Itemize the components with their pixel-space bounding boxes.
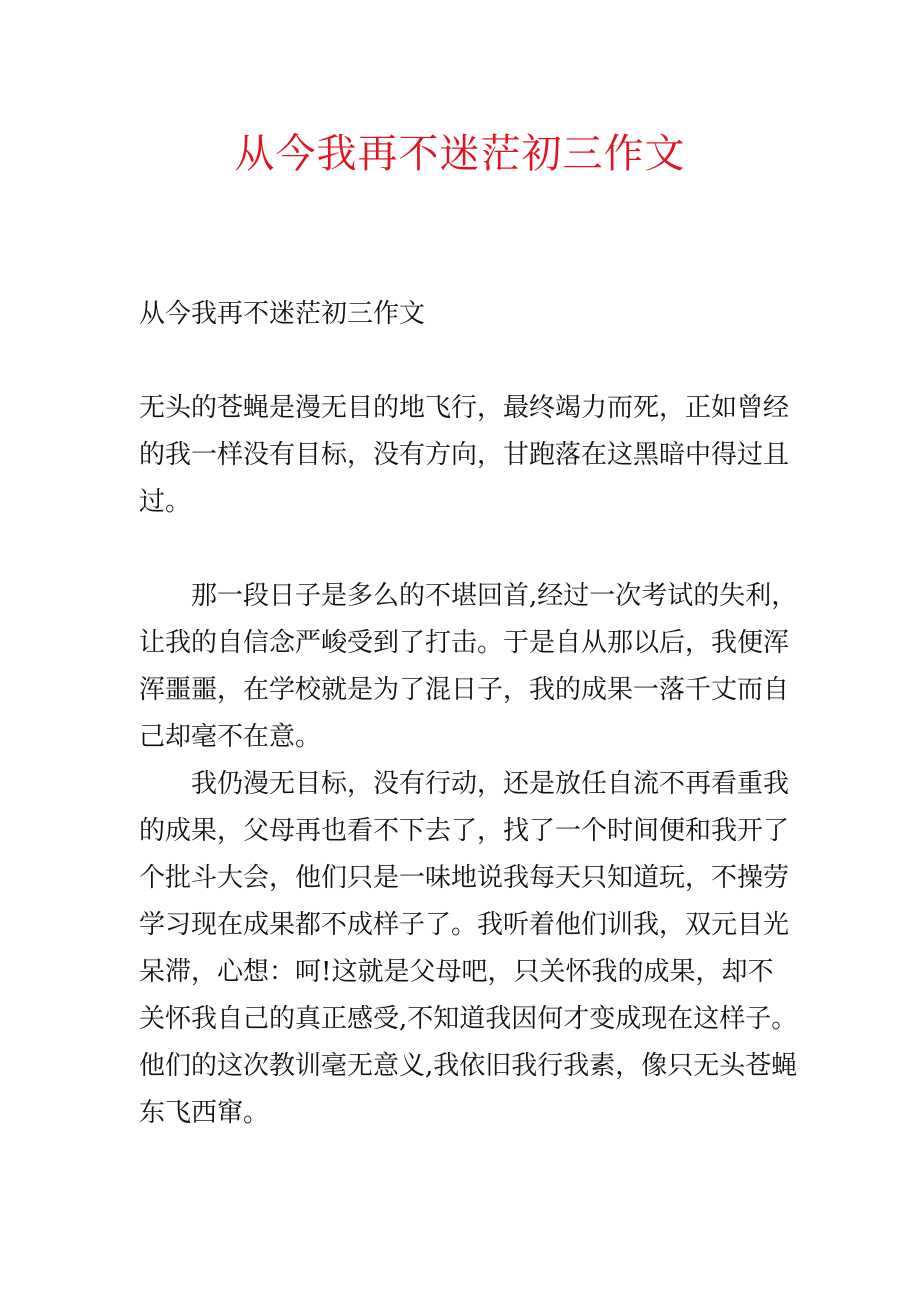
document-title: 从今我再不迷茫初三作文 <box>234 131 686 177</box>
paragraph-3: 我仍漫无目标，没有行动，还是放任自流不再看重我的成果，父母再也看不下去了，找了一个时间便和我开了个批斗大会，他们只是一味地说我每天只知道玩，不操劳学习现在成果都不成样子了。我听着他们训我，双元目光呆滞，心想：呵!这就是父母吧，只关怀我的成果，却不关怀我自己的真正感受,不知道我因何才变成现在这样子。他们的这次教训毫无意义,我依旧我行我素，像只无头苍蝇东飞西窜。 <box>139 769 798 1128</box>
paragraph-1: 无头的苍蝇是漫无目的地飞行，最终竭力而死，正如曾经的我一样没有目标，没有方向，甘跑落在这黑暗中得过且过。 <box>139 393 790 517</box>
document-subtitle: 从今我再不迷茫初三作文 <box>139 299 426 329</box>
paragraph-2: 那一段日子是多么的不堪回首,经过一次考试的失利，让我的自信念严峻受到了打击。于是自从那以后，我便浑浑噩噩，在学校就是为了混日子，我的成果一落千丈而自己却毫不在意。 <box>139 581 798 752</box>
